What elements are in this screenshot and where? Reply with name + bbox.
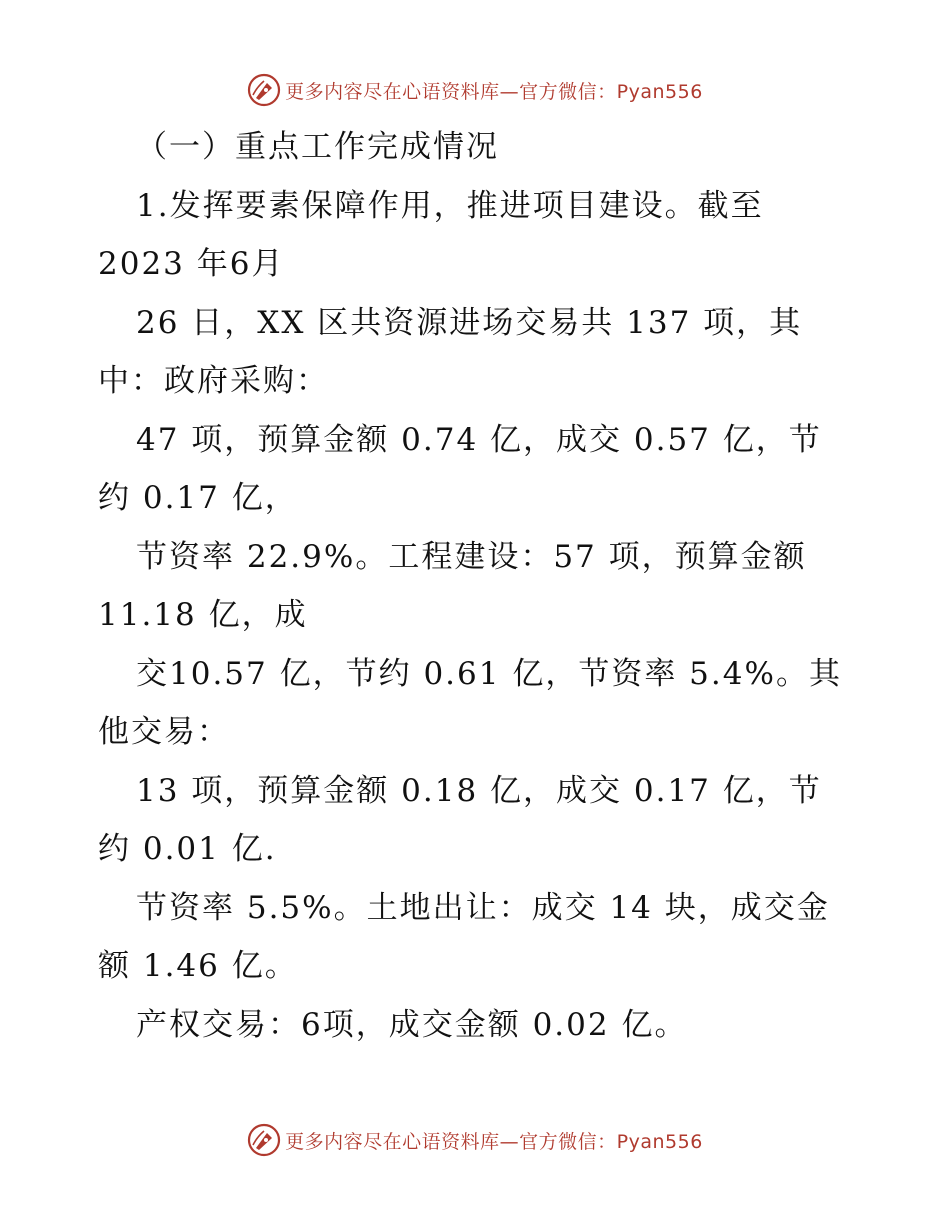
text-line: 2023 年6月	[98, 246, 285, 282]
text-line: 13 项，预算金额 0.18 亿，成交 0.17 亿，节	[136, 772, 822, 809]
text-line: 他交易：	[98, 714, 230, 750]
header-banner	[0, 70, 950, 110]
document-body	[98, 118, 858, 1054]
text-line: 中：政府采购：	[98, 363, 329, 399]
text-line: 约 0.17 亿，	[98, 480, 298, 516]
text-line: 额 1.46 亿。	[98, 948, 298, 984]
pen-nib-logo-icon	[247, 1123, 281, 1157]
text-line: 交10.57 亿，节约 0.61 亿，节资率 5.4%。其	[136, 655, 842, 692]
footer-banner	[0, 1120, 950, 1160]
banner-text: 更多内容尽在心语资料库—官方微信：Pyan556	[285, 1130, 703, 1153]
pen-nib-logo-icon	[247, 73, 281, 107]
text-line: 1.发挥要素保障作用，推进项目建设。截至	[136, 187, 764, 224]
text-line: 节资率 5.5%。土地出让：成交 14 块，成交金	[136, 889, 830, 926]
text-line: 11.18 亿，成	[98, 597, 308, 633]
text-line: 约 0.01 亿.	[98, 831, 277, 867]
text-line: 26 日，XX 区共资源进场交易共 137 项，其	[136, 304, 803, 341]
text-line: 节资率 22.9%。工程建设：57 项，预算金额	[136, 538, 807, 575]
text-line: （一）重点工作完成情况	[136, 129, 499, 165]
banner-text: 更多内容尽在心语资料库—官方微信：Pyan556	[285, 80, 703, 103]
text-line: 产权交易：6项，成交金额 0.02 亿。	[136, 1006, 688, 1043]
text-line: 47 项，预算金额 0.74 亿，成交 0.57 亿，节	[136, 421, 822, 458]
